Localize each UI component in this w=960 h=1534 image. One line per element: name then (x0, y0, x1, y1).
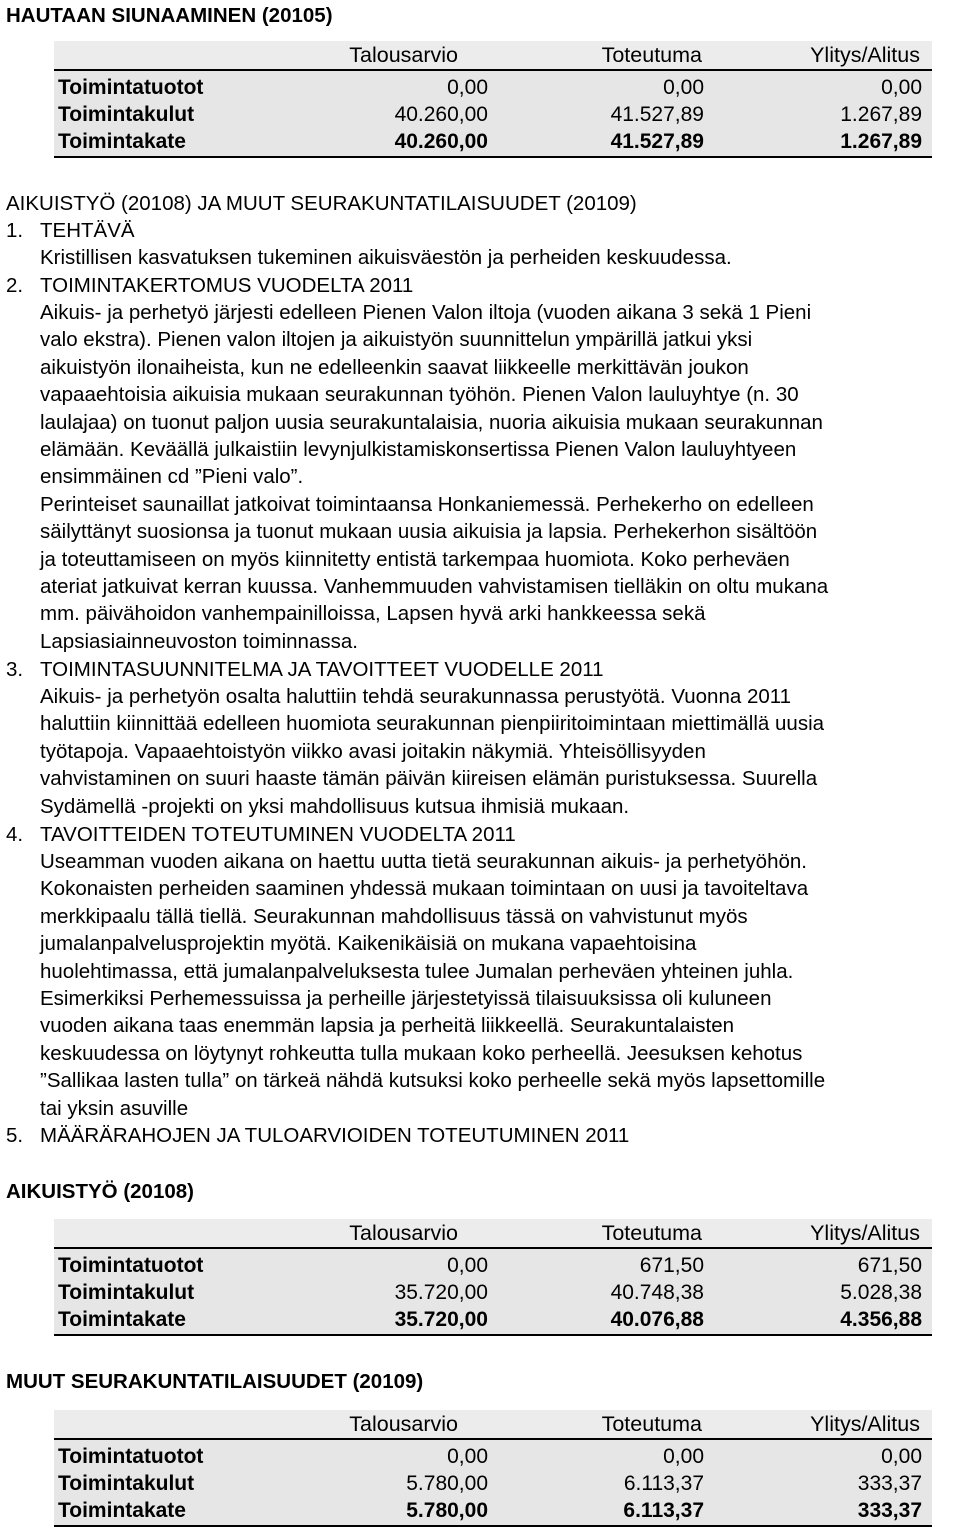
cell-actual: 6.113,37 (623, 1499, 704, 1522)
cell-actual: 41.527,89 (610, 103, 704, 126)
section-title: TAVOITTEIDEN TOTEUTUMINEN VUODELTA 2011 (40, 823, 516, 846)
paragraph-line: vapaaehtoisia aikuisia mukaan seurakunnan työhön. Pienen Valon lauluyhtye (n. 30 (40, 383, 799, 407)
section-title: TEHTÄVÄ (40, 219, 135, 242)
table-header (54, 1410, 932, 1440)
cell-actual: 40.748,38 (610, 1281, 704, 1304)
table-title: AIKUISTYÖ (20108) (6, 1180, 194, 1203)
table-row-total (54, 130, 932, 157)
cell-variance: 1.267,89 (840, 103, 922, 126)
section-number: 1. (6, 219, 24, 242)
paragraph-line: Esimerkiksi Perhemessuissa ja perheille järjestetyissä tilaisuuksissa oli kuluneen (40, 987, 772, 1010)
cell-budget: 40.260,00 (394, 130, 488, 153)
column-header: Toteutuma (601, 1412, 702, 1436)
column-header: Toteutuma (601, 43, 702, 67)
paragraph-line: keskuudessa on löytynyt rohkeutta tulla mukaan koko perheellä. Jeesuksen kehotus (40, 1041, 803, 1065)
cell-budget: 5.780,00 (406, 1499, 488, 1522)
row-label: Toimintatuotot (58, 1254, 204, 1277)
section-number: 3. (6, 658, 24, 681)
table-row (54, 1472, 932, 1499)
cell-actual: 671,50 (639, 1254, 704, 1277)
column-header: Ylitys/Alitus (810, 1412, 920, 1436)
table-row (54, 1281, 932, 1308)
section-number: 2. (6, 274, 24, 297)
table-header (54, 1219, 932, 1249)
paragraph-line: Perinteiset saunaillat jatkoivat toimintaansa Honkaniemessä. Perhekerho on edelleen (40, 492, 814, 516)
paragraph-line: haluttiin kiinnittää edelleen huomiota seurakunnan pienpiiritoimintaan miettimällä uusia (40, 712, 825, 736)
section-title: TOIMINTASUUNNITELMA JA TAVOITTEET VUODELLE 2011 (40, 658, 604, 681)
cell-budget: 35.720,00 (394, 1281, 488, 1304)
paragraph-line: ensimmäinen cd ”Pieni valo”. (40, 465, 304, 489)
cell-budget: 40.260,00 (394, 103, 488, 126)
finance-table (54, 41, 932, 158)
cell-actual: 6.113,37 (623, 1472, 704, 1495)
paragraph-line: Aikuis- ja perhetyö järjesti edelleen Pienen Valon iltoja (vuoden aikana 3 sekä 1 Pieni (40, 301, 812, 324)
section-title: TOIMINTAKERTOMUS VUODELTA 2011 (40, 274, 414, 297)
paragraph-line: Aikuis- ja perhetyön osalta haluttiin tehdä seurakunnassa perustyötä. Vuonna 2011 (40, 685, 792, 708)
table-row (54, 103, 932, 130)
paragraph-line: valo ekstra). Pienen valon iltojen ja aikuistyön suunnittelun ympärillä jatkui yksi (40, 328, 753, 352)
column-header: Ylitys/Alitus (810, 1221, 920, 1245)
paragraph-line: Sydämellä -projekti on yksi mahdollisuus kutsua ihmisiä mukaan. (40, 794, 630, 818)
cell-actual: 40.076,88 (610, 1308, 704, 1331)
paragraph-line: huolehtimassa, että jumalanpalveluksesta tulee Jumalan perheväen yhteinen juhla. (40, 959, 794, 983)
cell-variance: 333,37 (857, 1472, 922, 1495)
section-title: MÄÄRÄRAHOJEN JA TULOARVIOIDEN TOTEUTUMINEN 2011 (40, 1124, 630, 1147)
cell-budget: 0,00 (447, 1254, 488, 1277)
cell-budget: 0,00 (447, 76, 488, 99)
table-title: MUUT SEURAKUNTATILAISUUDET (20109) (6, 1370, 424, 1393)
cell-actual: 41.527,89 (610, 130, 704, 153)
row-label: Toimintatuotot (58, 1445, 204, 1468)
paragraph-line: säilyttänyt suosionsa ja tuonut mukaan uusia aikuisia ja lapsia. Perhekerhon sisältöön (40, 520, 818, 544)
paragraph-line: ateriat jatkuivat kerran kuussa. Vanhemmuuden vahvistamisen tielläkin on oltu mukana (40, 575, 829, 598)
table-row (54, 1445, 932, 1472)
paragraph-line: Useamman vuoden aikana on haettu uutta tietä seurakunnan aikuis- ja perhetyöhön. (40, 850, 807, 873)
cell-variance: 5.028,38 (840, 1281, 922, 1304)
cell-actual: 0,00 (663, 76, 704, 99)
finance-table (54, 1410, 932, 1527)
row-label: Toimintakulut (58, 103, 195, 126)
table-row-total (54, 1308, 932, 1335)
cell-actual: 0,00 (663, 1445, 704, 1468)
paragraph-line: jumalanpalvelusprojektin myötä. Kaikenikäisiä on mukana vapaehtoisina (40, 932, 697, 956)
paragraph-line: ja toteuttamiseen on myös kiinnitetty entistä tarkempaa huomiota. Koko perheväen (40, 547, 790, 571)
paragraph-line: elämään. Keväällä julkaistiin levynjulkistamiskonsertissa Pienen Valon lauluyhtyeen (40, 438, 797, 461)
paragraph-line: merkkipaalu tällä tiellä. Seurakunnan mahdollisuus tässä on vahvistunut myös (40, 904, 748, 928)
paragraph-line: vahvistaminen on suuri haaste tämän päivän kiireisen elämän puristuksessa. Suurella (40, 767, 818, 791)
cell-budget: 5.780,00 (406, 1472, 488, 1495)
row-label: Toimintatuotot (58, 76, 204, 99)
row-label: Toimintakate (58, 1308, 186, 1331)
paragraph-line: tai yksin asuville (40, 1096, 189, 1120)
paragraph-line: Lapsiasiainneuvoston toiminnassa. (40, 629, 358, 653)
table-body (54, 1440, 932, 1527)
cell-variance: 333,37 (857, 1499, 922, 1522)
column-header: Talousarvio (349, 43, 458, 67)
table-row (54, 76, 932, 103)
cell-variance: 0,00 (881, 1445, 922, 1468)
row-label: Toimintakate (58, 130, 186, 153)
cell-variance: 4.356,88 (840, 1308, 922, 1331)
cell-budget: 0,00 (447, 1445, 488, 1468)
table-body (54, 1249, 932, 1336)
column-header: Talousarvio (349, 1412, 458, 1436)
paragraph-line: mm. päivähoidon vanhempainilloissa, Lapsen hyvä arki hankkeessa sekä (40, 602, 706, 626)
table-row (54, 1254, 932, 1281)
cell-variance: 1.267,89 (840, 130, 922, 153)
paragraph-line: työtapoja. Vapaaehtoistyön viikko avasi joitakin näkymiä. Yhteisöllisyyden (40, 739, 706, 763)
paragraph-line: laulajaa) on tuonut paljon uusia seurakuntalaisia, nuoria aikuisia mukaan seurakunnan (40, 410, 823, 434)
cell-variance: 671,50 (857, 1254, 922, 1277)
cell-budget: 35.720,00 (394, 1308, 488, 1331)
paragraph-line: Kokonaisten perheiden saaminen yhdessä mukaan toimintaan on uusi ja tavoiteltava (40, 877, 809, 901)
table-row-total (54, 1499, 932, 1526)
section-number: 5. (6, 1124, 24, 1147)
section-number: 4. (6, 823, 24, 846)
finance-table (54, 1219, 932, 1336)
column-header: Ylitys/Alitus (810, 43, 920, 67)
paragraph-line: ”Sallikaa lasten tulla” on tärkeä nähdä kutsuksi koko perheelle sekä myös lapsettomille (40, 1069, 826, 1093)
table-header (54, 41, 932, 71)
table-title: HAUTAAN SIUNAAMINEN (20105) (6, 4, 333, 27)
cell-variance: 0,00 (881, 76, 922, 99)
row-label: Toimintakate (58, 1499, 186, 1522)
paragraph-line: Kristillisen kasvatuksen tukeminen aikuisväestön ja perheiden keskuudessa. (40, 246, 732, 269)
paragraph-line: vuoden aikana taas enemmän lapsia ja perheitä liikkeellä. Seurakuntalaisten (40, 1014, 735, 1038)
column-header: Toteutuma (601, 1221, 702, 1245)
row-label: Toimintakulut (58, 1281, 195, 1304)
paragraph-line: aikuistyön ilonaiheista, kun ne edelleenkin saavat liikkeelle merkittävän joukon (40, 355, 749, 379)
table-body (54, 71, 932, 158)
column-header: Talousarvio (349, 1221, 458, 1245)
row-label: Toimintakulut (58, 1472, 195, 1495)
section-heading: AIKUISTYÖ (20108) JA MUUT SEURAKUNTATILAISUUDET (20109) (6, 192, 637, 215)
